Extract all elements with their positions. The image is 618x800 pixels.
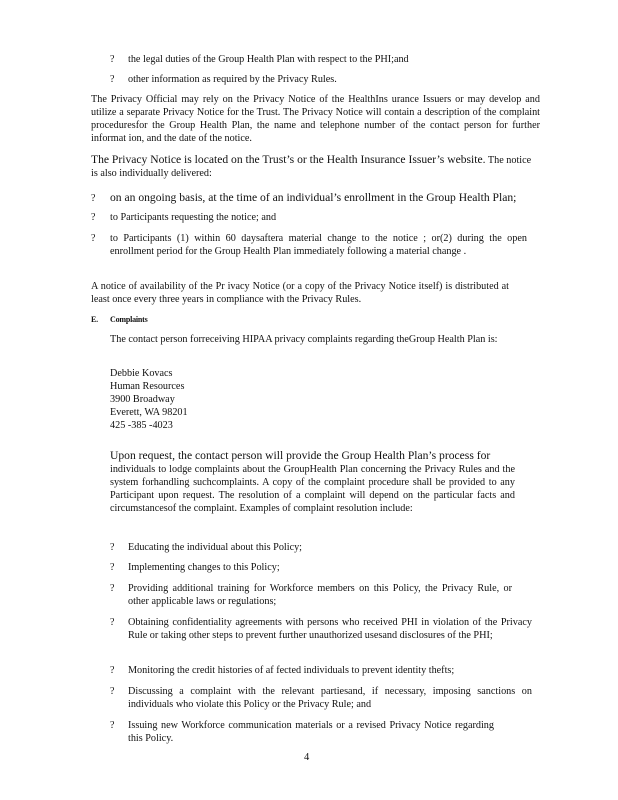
bullet-marker: ?: [110, 617, 115, 628]
bullet-marker: ?: [110, 54, 115, 65]
bullet-monitoring: Monitoring the credit histories of af fected individuals to prevent identity thefts;: [128, 665, 455, 676]
section-title: Complaints: [110, 315, 148, 324]
page-number: 4: [304, 752, 310, 763]
contact-name: Debbie Kovacs: [110, 368, 173, 379]
section-letter: E.: [91, 315, 98, 324]
bullet-marker: ?: [91, 193, 96, 204]
bullet-educating: Educating the individual about this Policy;: [128, 542, 303, 553]
paragraph-notice-location: [91, 153, 540, 180]
bullet-implementing: Implementing changes to this Policy;: [128, 562, 280, 573]
bullet-issuing: Issuing new Workforce communication materials or a revised Privacy Notice regarding this Policy.: [128, 720, 494, 744]
bullet-confidentiality: Obtaining confidentiality agreements with persons who received PHI in violation of the Privacy Rule or taking other steps to prevent further unauthorized usesand disclosures of the PHI;: [128, 617, 532, 641]
paragraph-notice-availability: A notice of availability of the Pr ivacy Notice (or a copy of the Privacy Notice itself) is distributed at least once every three years in compliance with the Privacy Rules.: [91, 281, 509, 305]
bullet-ongoing-basis: on an ongoing basis, at the time of an individual’s enrollment in the Group Health Plan;: [110, 191, 517, 204]
paragraph-request-lead: Upon request, the contact person will provide the Group Health Plan’s process for: [110, 449, 491, 462]
bullet-discussing: Discussing a complaint with the relevant partiesand, if necessary, imposing sanctions on individuals who violate this Policy or the Privacy Rule; and: [128, 686, 532, 710]
bullet-legal-duties: the legal duties of the Group Health Plan with respect to the PHI;and: [128, 54, 409, 65]
bullet-marker: ?: [110, 686, 115, 697]
contact-department: Human Resources: [110, 381, 185, 392]
paragraph-contact-person: The contact person forreceiving HIPAA privacy complaints regarding theGroup Health Plan is:: [110, 334, 498, 345]
contact-address-block: [110, 367, 310, 432]
bullet-participants-requesting: to Participants requesting the notice; and: [110, 212, 277, 223]
bullet-marker: ?: [91, 233, 96, 244]
notice-location-rest: The notice is also individually delivered:: [91, 155, 532, 179]
contact-city: Everett, WA 98201: [110, 407, 188, 418]
notice-location-lead: The Privacy Notice is located on the Trust’s or the Health Insurance Issuer’s website.: [91, 153, 486, 166]
bullet-marker: ?: [110, 562, 115, 573]
contact-street: 3900 Broadway: [110, 394, 175, 405]
bullet-marker: ?: [110, 542, 115, 553]
bullet-marker: ?: [91, 212, 96, 223]
bullet-marker: ?: [110, 665, 115, 676]
bullet-training: Providing additional training for Workforce members on this Policy, the Privacy Rule, or other applicable laws or regulations;: [128, 583, 512, 607]
bullet-marker: ?: [110, 583, 115, 594]
bullet-marker: ?: [110, 74, 115, 85]
bullet-marker: ?: [110, 720, 115, 731]
paragraph-privacy-official: The Privacy Official may rely on the Privacy Notice of the HealthIns urance Issuers or may develop and utilize a separate Privacy Notice for the Trust. The Privacy Notice will contain a description of the complaint proceduresfor the Group Health Plan, the name and telephone number of the contact person for further informat ion, and the date of the notice.: [91, 94, 540, 144]
contact-phone: 425 -385 -4023: [110, 420, 173, 431]
paragraph-request-body: individuals to lodge complaints about the GroupHealth Plan concerning the Privacy Rules and the system forhandling suchcomplaints. A copy of the complaint procedure shall be provided to any Participant upon request. The resolution of a complaint will depend on the particular facts and circumstancesof the complaint. Examples of complaint resolution include:: [110, 464, 515, 514]
bullet-material-change: to Participants (1) within 60 daysaftera material change to the notice ; or(2) during the open enrollment period for the Group Health Plan immediately following a material change .: [110, 233, 527, 257]
bullet-other-information: other information as required by the Privacy Rules.: [128, 74, 337, 85]
